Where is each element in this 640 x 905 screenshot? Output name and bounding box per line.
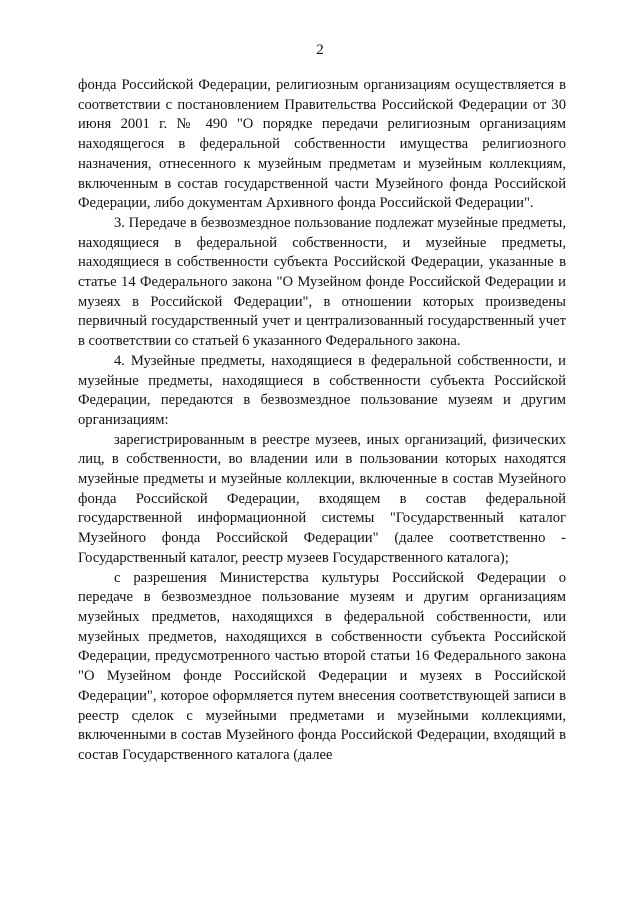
page-number: 2	[316, 42, 324, 58]
paragraph-item-4: 4. Музейные предметы, находящиеся в федеральной собственности, и музейные предметы, находящиеся в собственности субъекта Российской Федерации, передаются в безвозмездное пользование музеям и другим организациям:	[78, 352, 566, 428]
paragraph-ministry-permission: с разрешения Министерства культуры Российской Федерации о передаче в безвозмездное пользование музеям и другим организациям музейных предметов, находящихся в федеральной собственности, или музейных предметов, находящихся в собственности субъекта Российской Федерации, предусмотренного частью второй статьи 16 Федерального закона "О Музейном фонде Российской Федерации и музеях в Российской Федерации", которое оформляется путем внесения соответствующей записи в реестр сделок с музейными предметами и музейными коллекциями, включенными в состав Музейного фонда Российской Федерации, входящий в состав Государственного каталога (далее	[78, 569, 566, 763]
paragraph-continuation: фонда Российской Федерации, религиозным организациям осуществляется в соответствии с постановлением Правительства Российской Федерации от 30 июня 2001 г. № 490 "О порядке передачи религиозным организациям находящегося в федеральной собственности имущества религиозного назначения, отнесенного к музейным предметам и музейным коллекциям, включенным в состав государственной части Музейного фонда Российской Федерации, либо документам Архивного фонда Российской Федерации".	[78, 77, 566, 212]
paragraph-item-3: 3. Передаче в безвозмездное пользование подлежат музейные предметы, находящиеся в федеральной собственности, и музейные предметы, находящиеся в собственности субъекта Российской Федерации, указанные в статье 14 Федерального закона "О Музейном фонде Российской Федерации и музеях в Российской Федерации", в отношении которых произведены первичный государственный учет и централизованный государственный учет в соответствии со статьей 6 указанного Федерального закона.	[78, 214, 566, 350]
document-body	[78, 76, 566, 766]
paragraph-registered-museums: зарегистрированным в реестре музеев, иных организаций, физических лиц, в собственности, во владении или в пользовании которых находятся музейные предметы и музейные коллекции, включенные в состав Музейного фонда Российской Федерации, входящем в состав федеральной государственной информационной системы "Государственный каталог Музейного фонда Российской Федерации" (далее соответственно - Государственный каталог, реестр музеев Государственного каталога);	[78, 431, 566, 566]
